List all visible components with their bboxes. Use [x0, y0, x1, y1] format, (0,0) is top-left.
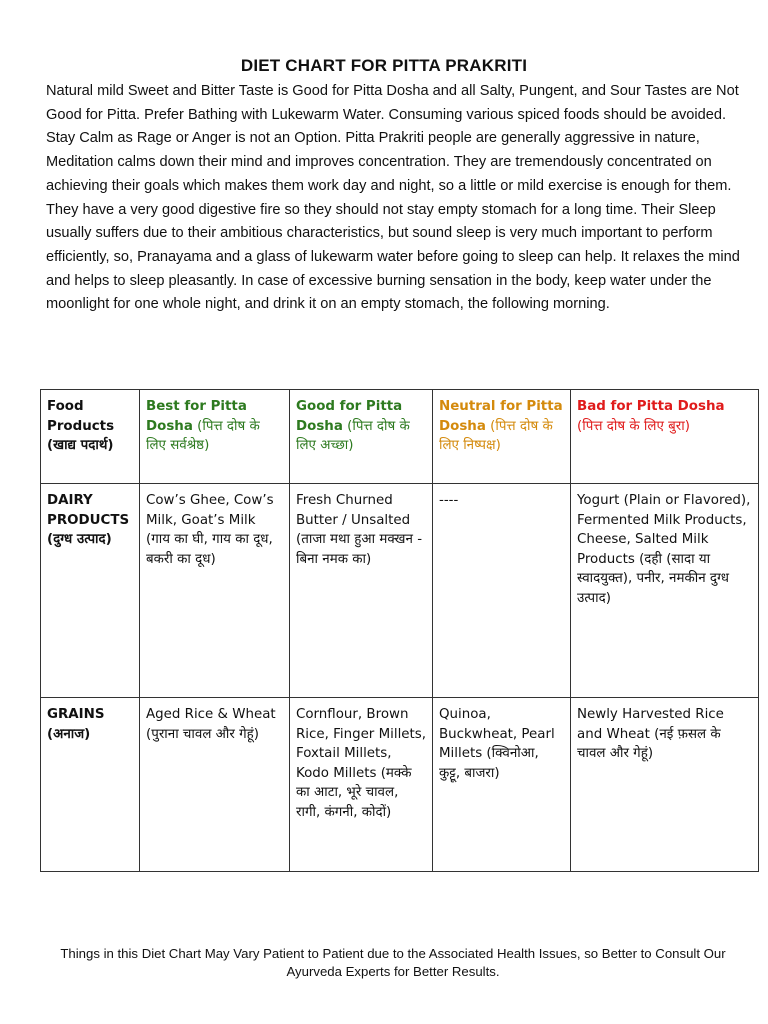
- intro-paragraph: Natural mild Sweet and Bitter Taste is Good for Pitta Dosha and all Salty, Pungent, and Sour Tastes are Not Good for Pitta. Prefer Bathing with Lukewarm Water. Consuming various spiced foods should be avoided. Stay Calm as Rage or Anger is not an Option. Pitta Prakriti people are generally aggressive in nature, Meditation calms down their mind and improves concentration. They are tremendously concentrated on achieving their goals which makes them work day and night, so a little or mild exercise is enough for them. They have a very good digestive fire so they should not stay empty stomach for a long time. Their Sleep usually suffers due to their ambitious characteristics, but sound sleep is very much important to perform efficiently, so, Pranayama and a glass of lukewarm water before going to sleep can help. It relaxes the mind and helps to sleep pleasantly. In case of excessive burning sensation in the body, keep water under the moonlight for one whole night, and drink it on an empty stomach, the following morning.: [46, 83, 740, 313]
- header-bad-hindi: (पित्त दोष के लिए बुरा): [577, 418, 690, 434]
- good-cell: Cornflour, Brown Rice, Finger Millets, Foxtail Millets, Kodo Millets (मक्के का आटा, भूरे चावल, रागी, कंगनी, कोदों): [290, 698, 433, 872]
- header-neutral-label: Neutral for Pitta Dosha: [439, 399, 563, 434]
- header-neutral: [433, 390, 571, 484]
- header-good-label: Good for Pitta Dosha: [296, 399, 403, 434]
- table-header-row: [41, 390, 759, 484]
- best-cell: Aged Rice & Wheat (पुराना चावल और गेहूं): [140, 698, 290, 872]
- header-neutral-hindi: (पित्त दोष के लिए निष्पक्ष): [439, 418, 553, 454]
- food-category-cell: GRAINS (अनाज): [41, 698, 140, 872]
- neutral-cell: ----: [433, 484, 571, 698]
- table-row: [41, 698, 759, 872]
- header-good: [290, 390, 433, 484]
- neutral-cell: Quinoa, Buckwheat, Pearl Millets (क्विनोआ, कुट्टू, बाजरा): [433, 698, 571, 872]
- bad-cell: Yogurt (Plain or Flavored), Fermented Milk Products, Cheese, Salted Milk Products (दही (सादा या स्वादयुक्त), पनीर, नमकीन दुग्ध उत्पाद): [571, 484, 759, 698]
- header-best-label: Best for Pitta Dosha: [146, 399, 247, 434]
- bad-cell: Newly Harvested Rice and Wheat (नई फ़सल के चावल और गेहूं): [571, 698, 759, 872]
- header-food-products: Food Products (खाद्य पदार्थ): [41, 390, 140, 484]
- header-bad: [571, 390, 759, 484]
- header-best: [140, 390, 290, 484]
- header-bad-label: Bad for Pitta Dosha: [577, 399, 725, 414]
- header-best-hindi: (पित्त दोष के लिए सर्वश्रेष्ठ): [146, 418, 260, 454]
- good-cell: Fresh Churned Butter / Unsalted (ताजा मथा हुआ मक्खन - बिना नमक का): [290, 484, 433, 698]
- table-row: [41, 484, 759, 698]
- header-good-hindi: (पित्त दोष के लिए अच्छा): [296, 418, 410, 454]
- page-title: DIET CHART FOR PITTA PRAKRITI: [240, 56, 528, 75]
- footer-note: Things in this Diet Chart May Vary Patient to Patient due to the Associated Health Issues, so Better to Consult Our Ayurveda Experts for Better Results.: [60, 946, 726, 979]
- best-cell: Cow’s Ghee, Cow’s Milk, Goat’s Milk (गाय का घी, गाय का दूध, बकरी का दूध): [140, 484, 290, 698]
- food-category-cell: DAIRY PRODUCTS (दुग्ध उत्पाद): [41, 484, 140, 698]
- diet-table: [40, 389, 759, 872]
